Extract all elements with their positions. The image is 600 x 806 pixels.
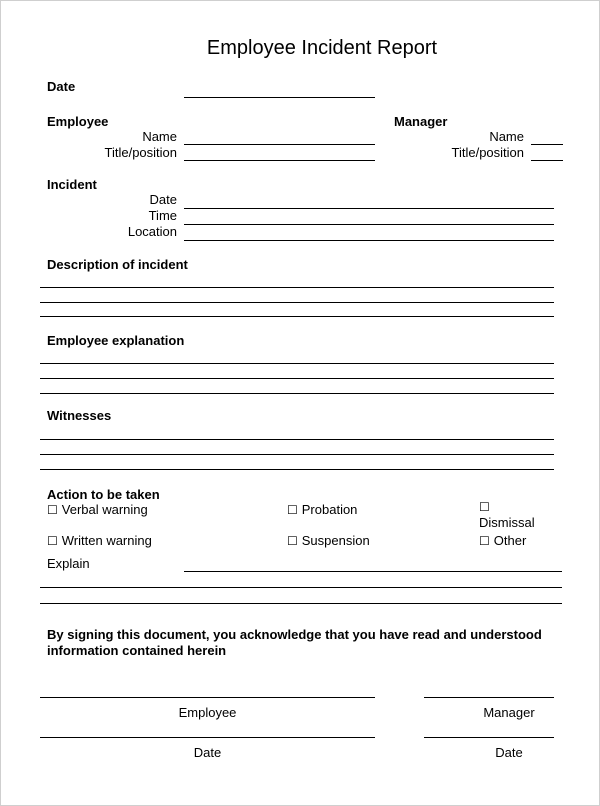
incident-time-label: Time [148,208,177,223]
explain-line[interactable] [40,587,562,588]
checkbox-icon[interactable]: ☐ [287,534,298,548]
checkbox-dismissal[interactable] [479,500,535,530]
manager-name-line[interactable] [531,144,563,145]
date-field-line[interactable] [184,97,375,98]
checkbox-icon[interactable]: ☐ [47,503,58,517]
witnesses-line[interactable] [40,439,554,440]
employee-title-label: Title/position [104,145,177,160]
checkbox-suspension[interactable] [287,533,370,548]
checkbox-icon[interactable]: ☐ [47,534,58,548]
checkbox-icon[interactable]: ☐ [479,534,490,548]
incident-heading: Incident [47,177,97,192]
employee-date-line[interactable] [40,737,375,738]
employee-heading: Employee [47,114,109,129]
option-label: Written warning [61,533,152,548]
employee-name-label: Name [142,129,177,144]
manager-date-line[interactable] [424,737,554,738]
acknowledgement-text: By signing this document, you acknowledge that you have read and understood information contained herein [47,627,542,658]
checkbox-probation[interactable] [287,502,357,517]
manager-signature-label: Manager [483,705,535,720]
witnesses-line[interactable] [40,469,554,470]
option-label: Dismissal [479,515,535,530]
employee-title-line[interactable] [184,160,375,161]
description-line[interactable] [40,287,554,288]
description-line[interactable] [40,316,554,317]
manager-name-label: Name [489,129,524,144]
action-heading: Action to be taken [47,487,160,502]
description-heading: Description of incident [47,257,188,272]
checkbox-other[interactable] [479,533,526,548]
incident-time-line[interactable] [184,224,554,225]
employee-signature-label: Employee [178,705,237,720]
manager-heading: Manager [394,114,448,129]
employee-date-label: Date [193,745,222,760]
incident-date-label: Date [149,192,177,207]
manager-title-label: Title/position [451,145,524,160]
employee-signature-line[interactable] [40,697,375,698]
date-label: Date [47,79,76,94]
explain-label: Explain [47,556,90,571]
incident-location-line[interactable] [184,240,554,241]
incident-date-line[interactable] [184,208,554,209]
incident-location-label: Location [127,224,177,239]
checkbox-icon[interactable]: ☐ [287,503,298,517]
checkbox-verbal-warning[interactable] [47,502,148,517]
witnesses-line[interactable] [40,454,554,455]
option-label: Verbal warning [61,502,148,517]
explanation-line[interactable] [40,393,554,394]
explanation-line[interactable] [40,363,554,364]
explain-line[interactable] [40,603,562,604]
explain-line[interactable] [184,571,562,572]
checkbox-written-warning[interactable] [47,533,152,548]
description-line[interactable] [40,302,554,303]
manager-title-line[interactable] [531,160,563,161]
manager-signature-line[interactable] [424,697,554,698]
option-label: Other [493,533,527,548]
explanation-heading: Employee explanation [47,333,185,348]
form-title: Employee Incident Report [206,37,438,59]
option-label: Probation [301,502,358,517]
manager-date-label: Date [495,745,523,760]
employee-name-line[interactable] [184,144,375,145]
explanation-line[interactable] [40,378,554,379]
witnesses-heading: Witnesses [47,408,112,423]
checkbox-icon[interactable]: ☐ [479,500,490,514]
option-label: Suspension [301,533,370,548]
